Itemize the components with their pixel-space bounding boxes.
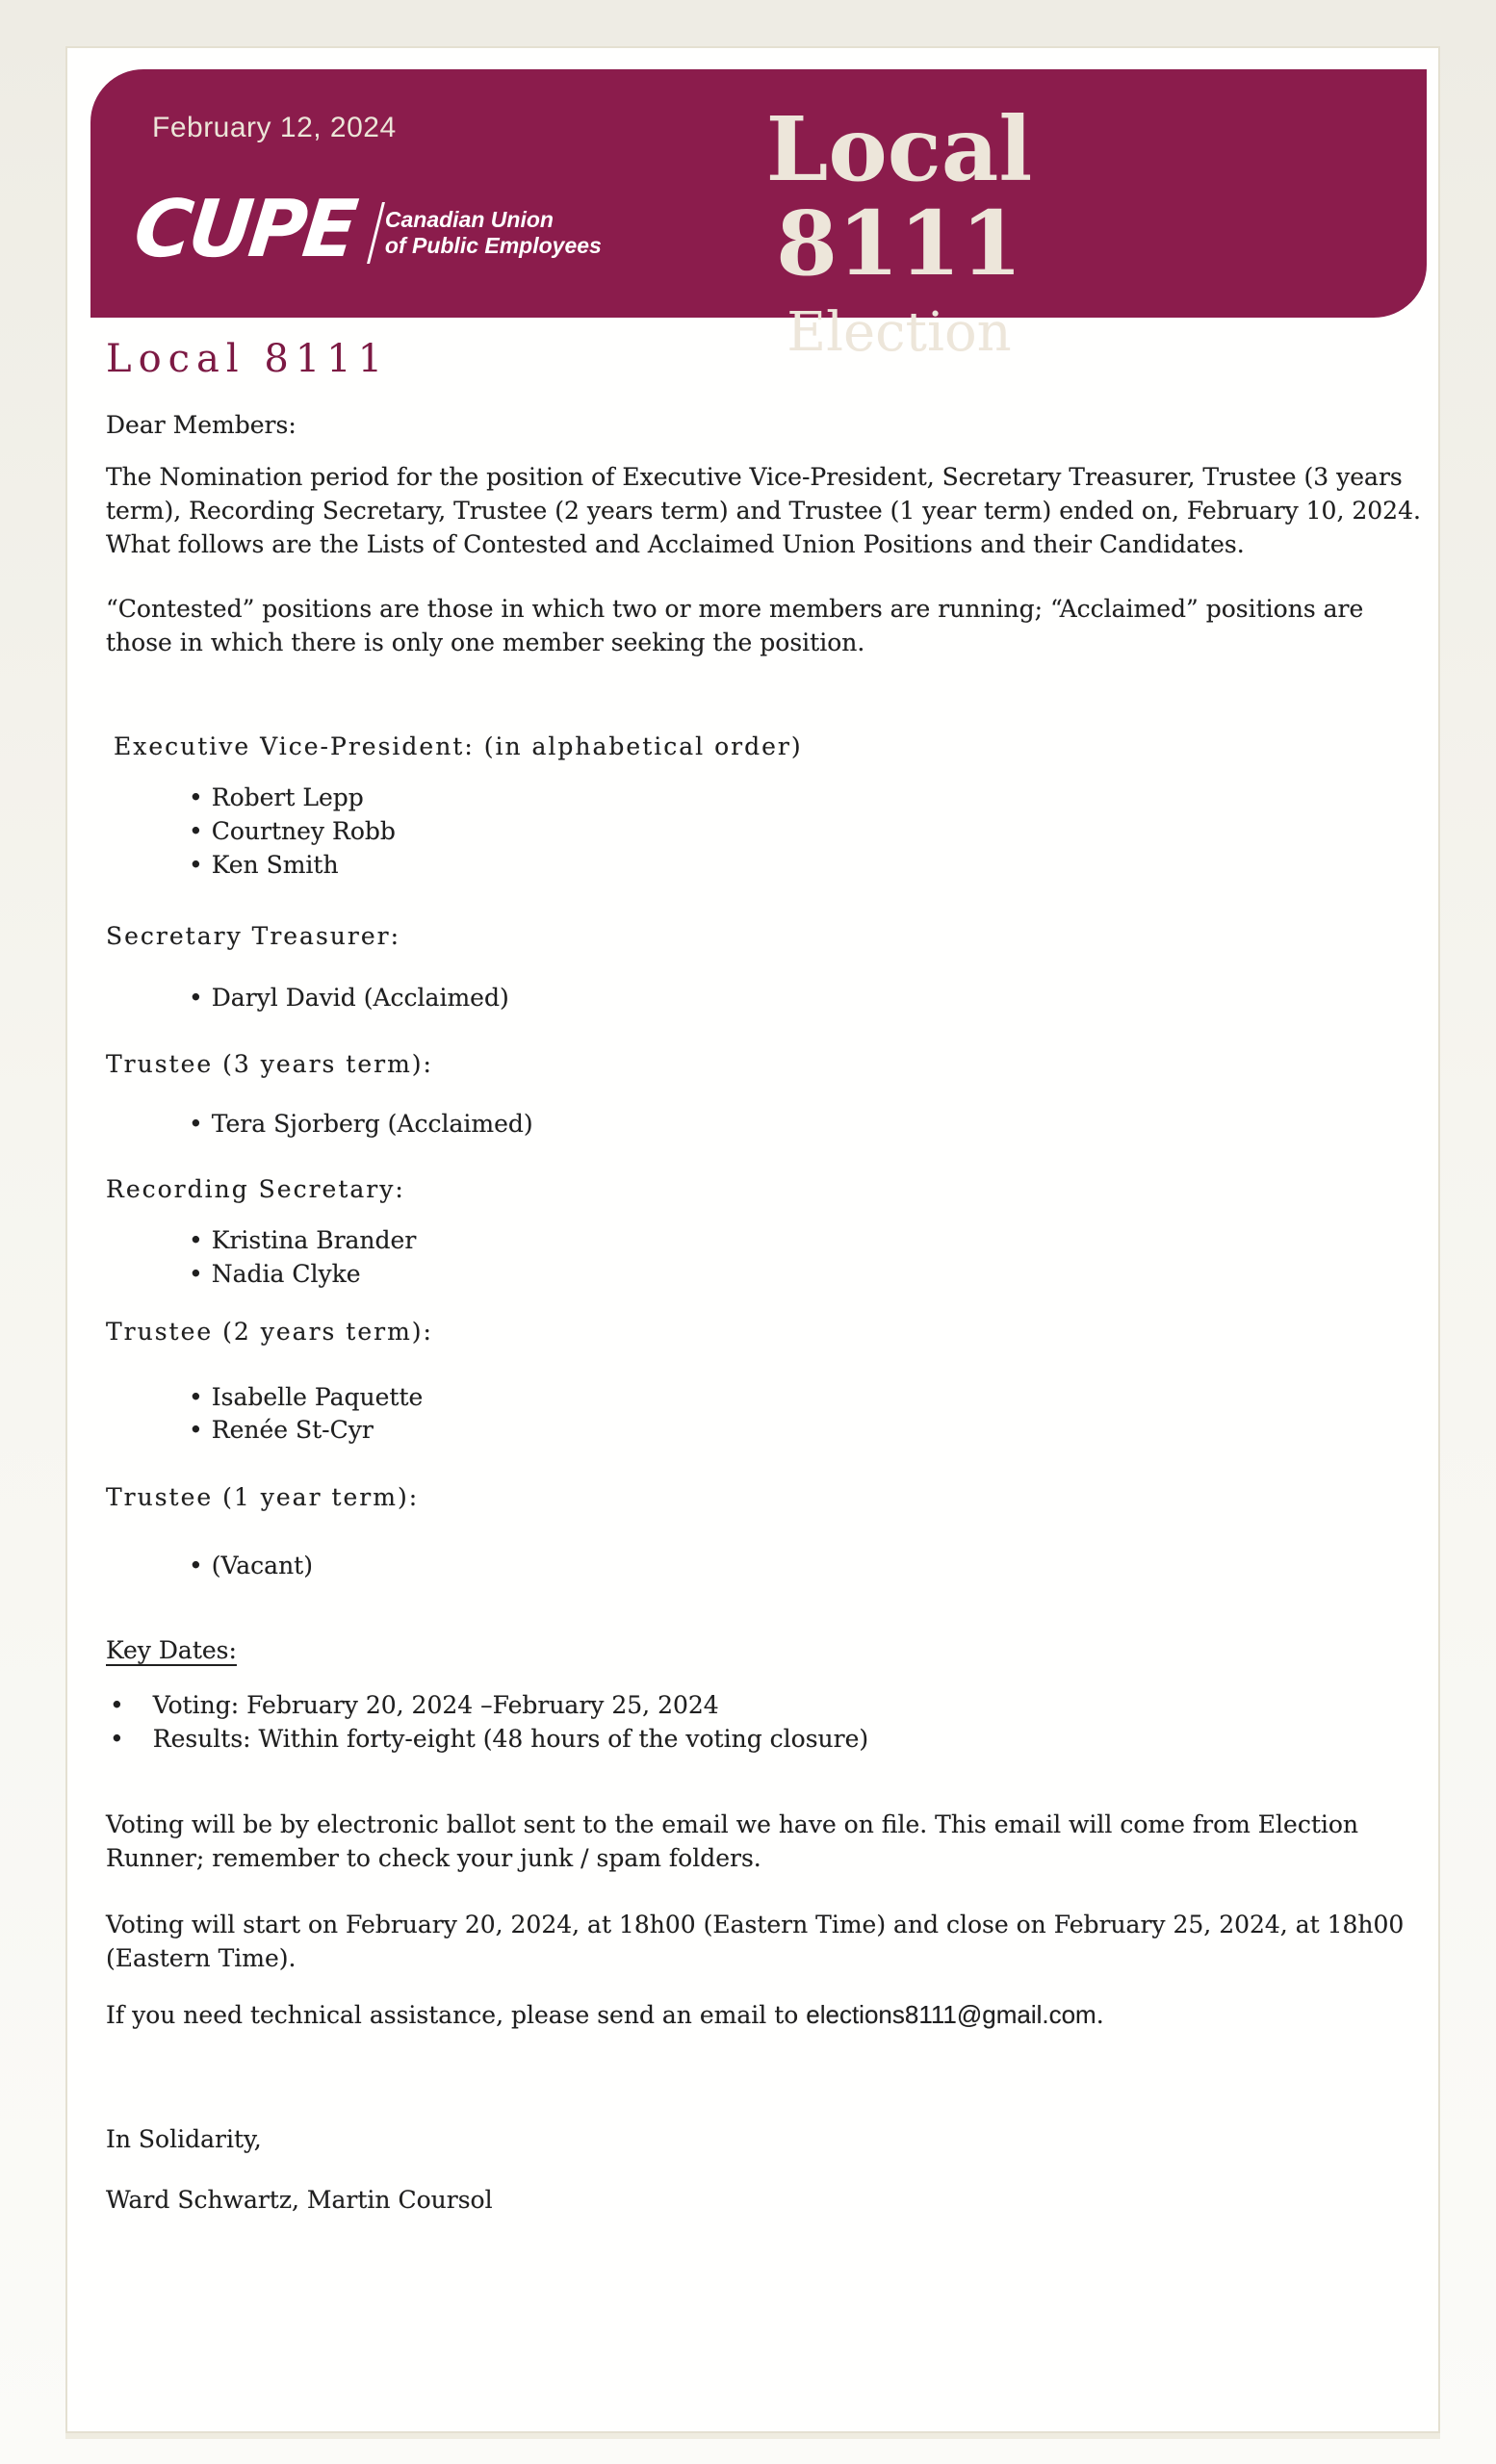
intro-line: The Nomination period for the position of Executive Vice-President, Secretary Treasurer, Trustee (3 years bbox=[106, 463, 1403, 491]
list-item bbox=[189, 851, 339, 879]
section-title-secretary-treasurer: Secretary Treasurer: bbox=[106, 922, 401, 950]
candidate-name: (Vacant) bbox=[211, 1552, 313, 1579]
tagline-line-1: Canadian Union bbox=[384, 207, 554, 232]
section-title-recording-secretary: Recording Secretary: bbox=[106, 1175, 405, 1203]
candidate-name: Courtney Robb bbox=[211, 817, 396, 845]
bullet-icon: • bbox=[189, 1552, 203, 1579]
bullet-icon: • bbox=[189, 1110, 203, 1138]
list-item bbox=[189, 1226, 416, 1254]
ballot-info-line: Voting will be by electronic ballot sent to the email we have on file. This email will come from Election bbox=[106, 1810, 1359, 1838]
banner-subtitle: Election bbox=[787, 301, 1012, 364]
assistance-text-end: . bbox=[1096, 2001, 1104, 2029]
signoff: In Solidarity, bbox=[106, 2125, 262, 2153]
candidate-name: Renée St-Cyr bbox=[211, 1416, 374, 1444]
key-dates-title: Key Dates: bbox=[106, 1636, 237, 1664]
bullet-icon: • bbox=[189, 851, 203, 879]
ballot-info-line: Runner; remember to check your junk / spam folders. bbox=[106, 1844, 761, 1872]
key-date-text: Voting: February 20, 2024 –February 25, 2024 bbox=[152, 1691, 719, 1719]
tagline-line-2: of Public Employees bbox=[384, 233, 602, 258]
candidate-name: Isabelle Paquette bbox=[211, 1383, 424, 1411]
schedule-line: Voting will start on February 20, 2024, at 18h00 (Eastern Time) and close on February 25, 2024, at 18h00 bbox=[106, 1911, 1405, 1938]
definitions-line: those in which there is only one member seeking the position. bbox=[106, 629, 865, 656]
salutation: Dear Members: bbox=[106, 411, 297, 439]
bullet-icon: • bbox=[189, 1383, 203, 1411]
bullet-icon: • bbox=[110, 1725, 124, 1753]
candidate-name: Daryl David (Acclaimed) bbox=[211, 984, 509, 1012]
bullet-icon: • bbox=[189, 984, 203, 1012]
list-item bbox=[189, 1416, 374, 1444]
banner-title-block bbox=[630, 97, 1169, 364]
logo-slash-divider bbox=[367, 202, 385, 264]
header-banner bbox=[90, 69, 1427, 364]
assistance-paragraph bbox=[106, 1998, 1104, 2032]
banner-title: Local 8111 bbox=[765, 97, 1033, 295]
list-item bbox=[189, 1260, 361, 1288]
key-date-text: Results: Within forty-eight (48 hours of the voting closure) bbox=[152, 1725, 869, 1753]
bullet-icon: • bbox=[189, 783, 203, 811]
candidate-name: Robert Lepp bbox=[211, 783, 364, 811]
list-item bbox=[189, 1110, 533, 1138]
bullet-icon: • bbox=[189, 1260, 203, 1288]
cupe-logo-wordmark: CUPE bbox=[130, 184, 358, 275]
candidate-name: Tera Sjorberg (Acclaimed) bbox=[211, 1110, 533, 1138]
schedule-line: (Eastern Time). bbox=[106, 1944, 297, 1972]
bullet-icon: • bbox=[189, 1416, 203, 1444]
ballot-info-paragraph bbox=[106, 1808, 1358, 1875]
schedule-paragraph bbox=[106, 1908, 1404, 1975]
letter-date: February 12, 2024 bbox=[152, 112, 397, 143]
section-title-trustee-3-years: Trustee (3 years term): bbox=[106, 1050, 433, 1078]
bullet-icon: • bbox=[110, 1691, 124, 1719]
candidate-name: Nadia Clyke bbox=[211, 1260, 361, 1288]
definitions-paragraph bbox=[106, 592, 1363, 659]
assistance-text: If you need technical assistance, please send an email to bbox=[106, 2001, 807, 2029]
list-item bbox=[189, 817, 396, 845]
list-item bbox=[189, 783, 364, 811]
intro-paragraph bbox=[106, 460, 1421, 561]
key-date-item bbox=[110, 1691, 719, 1719]
intro-line: term), Recording Secretary, Trustee (2 years term) and Trustee (1 year term) ended on, February 10, 2024. bbox=[106, 497, 1421, 525]
cupe-logo-tagline bbox=[385, 201, 602, 259]
definitions-line: “Contested” positions are those in which two or more members are running; “Acclaimed” positions are bbox=[106, 595, 1364, 623]
list-item bbox=[189, 1552, 313, 1579]
bullet-icon: • bbox=[189, 1226, 203, 1254]
candidate-name: Kristina Brander bbox=[211, 1226, 417, 1254]
cupe-logo bbox=[130, 184, 602, 275]
bullet-icon: • bbox=[189, 817, 203, 845]
list-item bbox=[189, 1383, 423, 1411]
intro-line: What follows are the Lists of Contested and Acclaimed Union Positions and their Candidates. bbox=[106, 530, 1245, 558]
key-date-item bbox=[110, 1725, 868, 1753]
letter-heading: Local 8111 bbox=[106, 337, 390, 381]
section-title-trustee-1-year: Trustee (1 year term): bbox=[106, 1483, 420, 1511]
list-item bbox=[189, 984, 509, 1012]
section-title-trustee-2-years: Trustee (2 years term): bbox=[106, 1318, 433, 1346]
candidate-name: Ken Smith bbox=[211, 851, 339, 879]
signatures: Ward Schwartz, Martin Coursol bbox=[106, 2186, 493, 2214]
assistance-email-link[interactable]: elections8111@gmail.com bbox=[806, 2000, 1096, 2029]
section-title-executive-vice-president: Executive Vice-President: (in alphabetical order) bbox=[114, 732, 803, 760]
